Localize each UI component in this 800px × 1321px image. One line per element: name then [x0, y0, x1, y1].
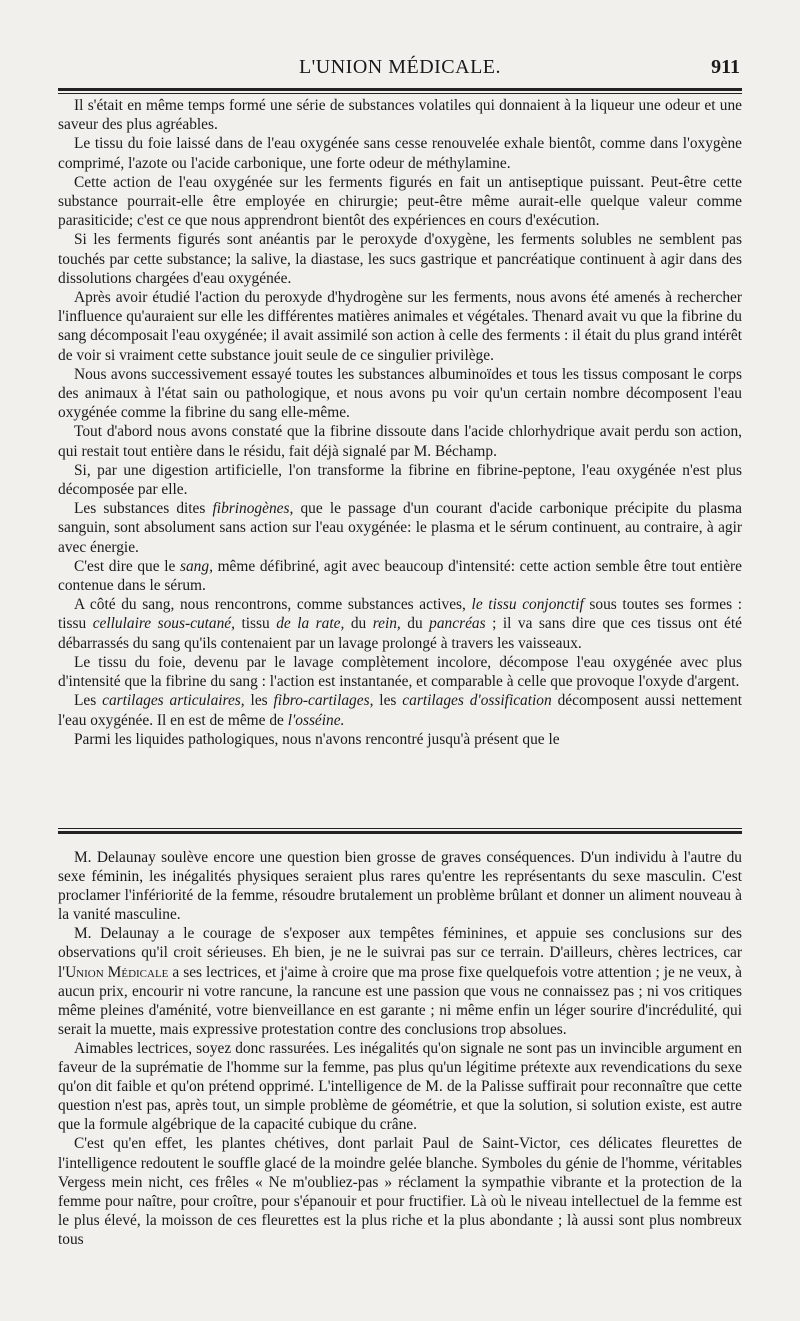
text-run: M. Delaunay a le courage de s'exposer aux tempêtes féminines, et appuie ses conclusions sur des observations qu'il croit sérieuses. Eh bien, je ne le suivrai pas sur ce terrain. D'ailleurs, chères lectrices, car l' — [58, 925, 742, 981]
text-run: a ses lectrices, et j'aime à croire que ma prose fixe quelquefois votre attention ; je ne veux, à aucun prix, encourir ni votre rancune, la rancune est une passion que vous ne connaissez pas ; ni vos critiques même pleines d'aménité, votre bienveillance en est garante ; ni même enfin un léger sourire d'incrédulité, qui serait la muette, mais expressive protestation contre des conclusions trop absolues. — [58, 963, 743, 1038]
paragraph — [58, 924, 742, 1039]
paragraph: Nous avons successivement essayé toutes les substances albuminoïdes et tous les tissus composant le corps des animaux à l'état sain ou pathologique, et nous avons pu voir qu'un certain nombre décomposent l'eau oxygénée comme la fibrine du sang elle-même. — [58, 365, 742, 422]
italic-term: cellulaire sous-cutané, — [92, 615, 235, 633]
paragraph: Si les ferments figurés sont anéantis par le peroxyde d'oxygène, les ferments solubles ne semblent pas touchés par cette substance; la salive, la diastase, les sucs gastrique et pancréatique continuent à agir dans des dissolutions chargées d'eau oxygénée. — [58, 231, 742, 287]
text-run: du — [400, 615, 430, 633]
text-run: C'est dire que le — [74, 557, 180, 575]
text-run: tissu — [234, 615, 277, 633]
text-run: sous toutes ses formes : tissu — [58, 596, 742, 633]
italic-term: de la rate, — [276, 615, 345, 633]
italic-term: le tissu conjonctif — [471, 596, 584, 614]
paragraph: Le tissu du foie, devenu par le lavage complètement incolore, décompose l'eau oxygénée avec plus d'intensité que la fibrine du sang : l'action est instantanée, et comparable à celle que provoque l'oxyde d'argent. — [58, 653, 742, 691]
paragraph: Après avoir étudié l'action du peroxyde d'hydrogène sur les ferments, nous avons été amenés à rechercher l'influence qu'auraient sur elle les différentes matières animales et végétales. Thenard avait vu que la fibrine du sang décomposait l'eau oxygénée; il avait assimilé son action à celle des ferments : il était du plus grand intérêt de voir si vraiment cette substance jouit seule de ce singulier privilège. — [58, 289, 742, 364]
text-run: A côté du sang, nous rencontrons, comme substances actives, — [74, 596, 472, 614]
paragraph: Aimables lectrices, soyez donc rassurées. Les inégalités qu'on signale ne sont pas un invincible argument en faveur de la suprématie de l'homme sur la femme, pas plus qu'un légitime prétexte aux revendications du sexe qu'on dit faible et qu'on prétend opprimé. L'intelligence de M. de la Palisse suffirait pour reconnaître que cette question n'est pas, après tout, un simple problème de géométrie, et que la solution, si solution existe, est autre que la formule algébrique de la capacité cubique du crâne. — [58, 1039, 742, 1134]
page-number: 911 — [711, 56, 740, 78]
text-run: Les — [74, 692, 103, 710]
paragraph: C'est qu'en effet, les plantes chétives, dont parlait Paul de Saint-Victor, ces délicates fleurettes de l'intelligence redoutent le souffle glacé de la moindre gelée blanche. Symboles du génie de l'homme, véritables Vergess mein nicht, ces frêles « Ne m'oubliez-pas » réclament la sympathie vibrante et la protection de la femme pour naître, pour croître, pour s'épanouir et pour fructifier. Là où le niveau intellectuel de la femme est le plus élevé, la moisson de ces fleurettes est la plus riche et la plus abondante ; là aussi sont plus nombreux tous — [58, 1135, 742, 1248]
italic-term: fibrinogènes, — [212, 500, 294, 518]
italic-term: rein, — [372, 615, 401, 633]
paragraph: Cette action de l'eau oxygénée sur les ferments figurés en fait un antiseptique puissant. Peut-être cette substance pourrait-elle être employée en chirurgie; peut-être même aurait-elle quelque valeur comme parasiticide; c'est ce que nous apprendront bientôt des expériences en cours d'exécution. — [58, 173, 742, 230]
text-run: ; il va sans dire que ces tissus ont été débarrassés du sang qu'ils contenaient par un lavage prolongé à travers les vaisseaux. — [58, 615, 742, 652]
running-title: L'UNION MÉDICALE. — [298, 56, 502, 78]
text-run: les — [244, 692, 274, 710]
article-body — [58, 96, 742, 749]
paragraph — [58, 557, 742, 595]
italic-term: l'osséine. — [287, 711, 345, 729]
paragraph: Si, par une digestion artificielle, l'on transforme la fibrine en fibrine-peptone, l'eau oxygénée n'est plus décomposée par elle. — [58, 461, 742, 499]
italic-term: fibro-cartilages, — [273, 692, 374, 710]
paragraph: M. Delaunay soulève encore une question bien grosse de graves conséquences. D'un individu à l'autre du sexe féminin, les inégalités physiques seraient plus rares qu'entre les représentants du sexe masculin. C'est proclamer l'infériorité de la femme, résoudre brutalement un problème brûlant et donner un aliment nouveau à la vanité masculine. — [58, 849, 742, 924]
italic-term: cartilages articulaires, — [102, 692, 245, 710]
italic-term: cartilages d'ossification — [402, 692, 552, 710]
page-header — [60, 50, 740, 84]
text-run: décomposent aussi nettement l'eau oxygénée. Il en est de même de — [58, 692, 743, 729]
journal-name: Union Médicale — [65, 963, 169, 981]
paragraph — [58, 691, 742, 729]
text-run: du — [344, 615, 373, 633]
header-rule — [58, 88, 742, 94]
paragraph: Tout d'abord nous avons constaté que la fibrine dissoute dans l'acide chlorhydrique avait perdu son action, qui restait tout entière dans le résidu, fait déjà signalé par M. Béchamp. — [58, 423, 742, 460]
italic-term: sang, — [180, 557, 213, 575]
text-run: Les substances dites — [74, 500, 213, 518]
paragraph — [58, 499, 742, 557]
text-run: les — [373, 692, 403, 710]
feuilleton-rule — [58, 828, 742, 834]
paragraph: Le tissu du foie laissé dans de l'eau oxygénée sans cesse renouvelée exhale bientôt, comme dans l'oxygène comprimé, l'azote ou l'acide carbonique, une forte odeur de méthylamine. — [58, 135, 742, 172]
text-run: même défibriné, agit avec beaucoup d'intensité: cette action semble être tout entière contenue dans le sérum. — [58, 557, 742, 595]
paragraph: Parmi les liquides pathologiques, nous n'avons rencontré jusqu'à présent que le — [74, 730, 560, 748]
feuilleton-body — [58, 848, 742, 1249]
text-run: que le passage d'un courant d'acide carbonique précipite du plasma sanguin, sont absolument sans action sur l'eau oxygénée: le plasma et le sérum continuent, au contraire, à agir avec énergie. — [58, 500, 743, 556]
italic-term: pancréas — [429, 615, 486, 633]
paragraph: Il s'était en même temps formé une série de substances volatiles qui donnaient à la liqueur une odeur et une saveur des plus agréables. — [58, 97, 742, 134]
paragraph — [58, 595, 742, 653]
